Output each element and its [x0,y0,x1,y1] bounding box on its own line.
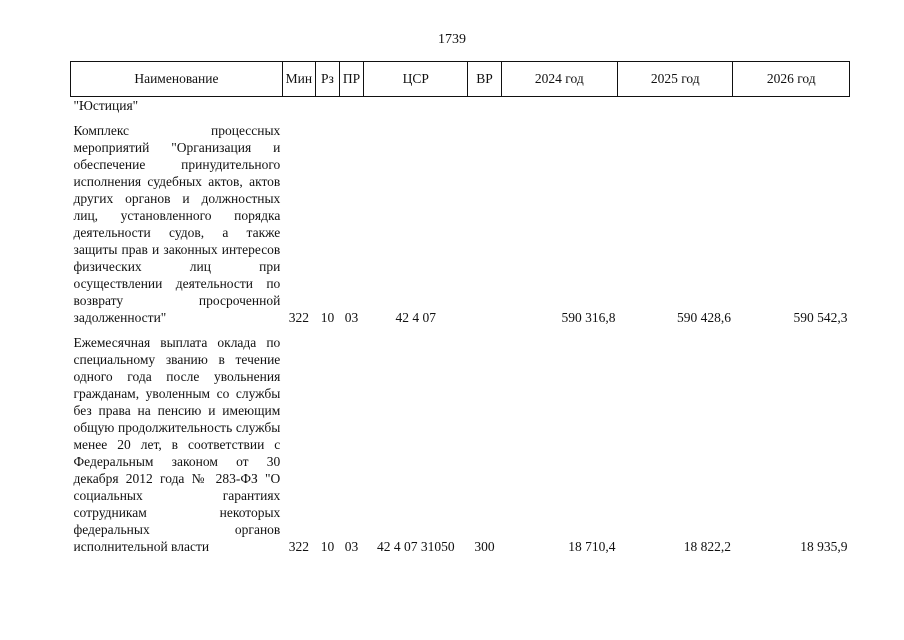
header-rz: Рз [315,62,339,97]
row-vr [468,97,501,115]
row-csr [364,97,468,115]
table-row-complex [71,122,850,326]
row-pr: 03 [344,539,359,554]
row-csr: 42 4 07 31050 [376,539,455,554]
header-pr: ПР [340,62,364,97]
row-2026 [733,97,850,115]
page-number: 1739 [438,32,466,47]
table-row-justice [71,97,850,115]
row-name: Комплекс процессных мероприятий "Организация и обеспечение принудительного исполнения судебных актов, актов других органов и должностных лиц, установленного порядка деятельности судов, а также защиты прав и законных интересов физических лиц при осуществлении деятельности по возврату просроченной задолженности" [73,123,281,325]
row-2026: 18 935,9 [800,539,848,554]
row-min: 322 [288,539,309,554]
row-rz [315,97,339,115]
header-csr: ЦСР [364,62,468,97]
row-2024: 18 710,4 [568,539,616,554]
row-vr: 300 [474,539,495,554]
table-header [71,62,850,97]
row-min: 322 [288,310,309,325]
row-csr: 42 4 07 [395,310,437,325]
row-name: "Юстиция" [73,98,139,113]
row-rz: 10 [320,310,335,325]
row-vr [468,122,501,326]
row-min [282,97,315,115]
header-name: Наименование [71,62,283,97]
header-min: Мин [282,62,315,97]
row-name: Ежемесячная выплата оклада по специальному званию в течение одного года после увольнения гражданам, уволенным со службы без права на пенсию и имеющим общую продолжительность службы менее 20 лет, в соответствии с Федеральным законом от 30 декабря 2012 года № 283-ФЗ "О социальных гарантиях сотрудникам некоторых федеральных органов исполнительной власти [73,335,281,554]
row-2025 [618,97,733,115]
row-rz: 10 [320,539,335,554]
budget-table [70,61,850,555]
header-2026: 2026 год [733,62,850,97]
row-2024: 590 316,8 [561,310,616,325]
row-pr [340,97,364,115]
header-2025: 2025 год [618,62,733,97]
row-2024 [501,97,617,115]
row-spacer [71,114,850,122]
row-spacer [71,326,850,334]
row-2025: 18 822,2 [683,539,731,554]
row-pr: 03 [344,310,359,325]
row-2026: 590 542,3 [793,310,848,325]
row-2025: 590 428,6 [676,310,731,325]
header-vr: ВР [468,62,501,97]
header-2024: 2024 год [501,62,617,97]
table-row-payment [71,334,850,555]
